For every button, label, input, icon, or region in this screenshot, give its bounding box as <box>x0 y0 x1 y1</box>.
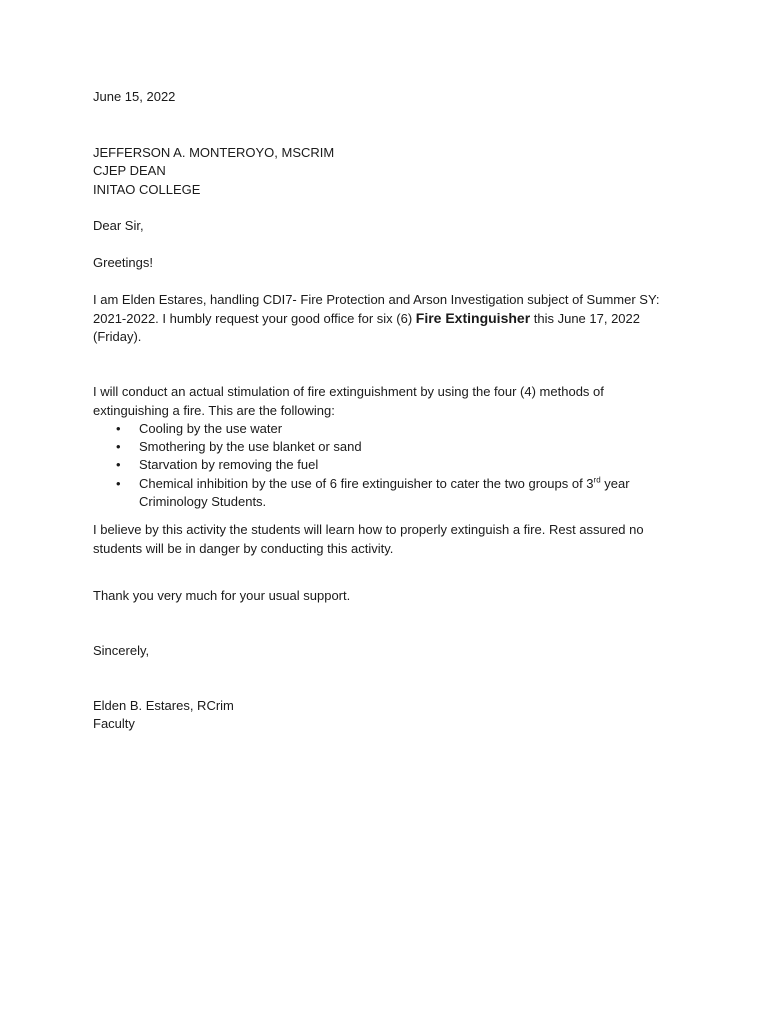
list-item: Cooling by the use water <box>139 421 283 436</box>
paragraph-3-line-1: I believe by this activity the students will learn how to properly extinguish a fire. Rest assured no <box>93 522 644 537</box>
paragraph-2-line-2: extinguishing a fire. This are the following: <box>93 403 335 418</box>
paragraph-1-text: 2021-2022. I humbly request your good office for six (6) <box>93 311 416 326</box>
salutation: Dear Sir, <box>93 218 144 233</box>
paragraph-3-line-2: students will be in danger by conducting this activity. <box>93 541 394 556</box>
thanks-line: Thank you very much for your usual support. <box>93 588 351 603</box>
ordinal-suffix: rd <box>593 475 601 485</box>
paragraph-1-text: this June 17, 2022 <box>530 311 640 326</box>
recipient-title: CJEP DEAN <box>93 163 166 178</box>
fire-extinguisher-emphasis: Fire Extinguisher <box>415 310 531 326</box>
list-item-text: Chemical inhibition by the use of 6 fire extinguisher to cater the two groups of 3 <box>139 476 594 491</box>
list-item: Starvation by removing the fuel <box>139 457 319 472</box>
bullet-icon: • <box>116 457 121 472</box>
greeting: Greetings! <box>93 255 153 270</box>
bullet-icon: • <box>116 439 121 454</box>
list-item: Smothering by the use blanket or sand <box>139 439 362 454</box>
letter-date: June 15, 2022 <box>93 89 176 104</box>
paragraph-1-line-1: I am Elden Estares, handling CDI7- Fire Protection and Arson Investigation subject of Summer SY: <box>93 292 660 307</box>
paragraph-2-line-1: I will conduct an actual stimulation of fire extinguishment by using the four (4) methods of <box>93 384 604 399</box>
bullet-icon: • <box>116 421 121 436</box>
list-item-text: year <box>600 476 630 491</box>
paragraph-1-line-2 <box>93 309 640 328</box>
closing: Sincerely, <box>93 643 150 658</box>
signature-name: Elden B. Estares, RCrim <box>93 698 234 713</box>
recipient-name: JEFFERSON A. MONTEROYO, MSCRIM <box>93 145 335 160</box>
list-item-continuation: Criminology Students. <box>139 494 267 509</box>
bullet-icon: • <box>116 476 121 491</box>
recipient-org: INITAO COLLEGE <box>93 182 201 197</box>
signature-role: Faculty <box>93 716 135 731</box>
list-item <box>139 475 630 493</box>
paragraph-1-line-3: (Friday). <box>93 329 142 344</box>
